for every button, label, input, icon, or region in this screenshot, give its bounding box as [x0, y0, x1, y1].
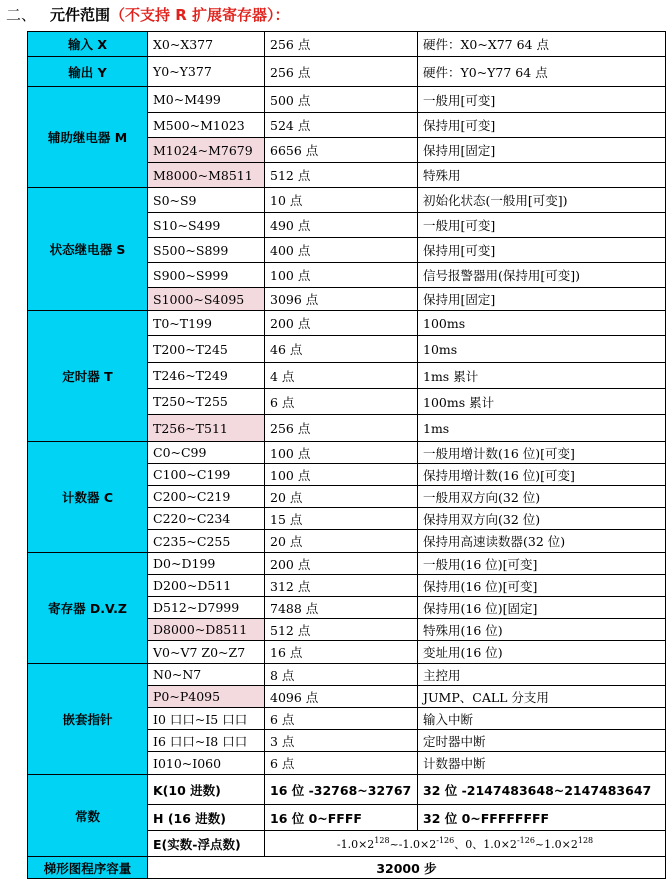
section-number: 二、 — [6, 6, 37, 24]
range-cell: D8000~D8511 — [148, 619, 265, 641]
float-range-part: 、0、1.0×2 — [454, 837, 517, 851]
count-cell: 46 点 — [265, 336, 418, 363]
table-row — [28, 87, 666, 113]
table-row — [28, 857, 666, 879]
desc-cell: 特殊用 — [418, 163, 666, 188]
desc-cell: 保持用双方向(32 位) — [418, 508, 666, 530]
range-cell: Y0~Y377 — [148, 57, 265, 87]
desc-cell: JUMP、CALL 分支用 — [418, 686, 666, 708]
desc-cell: 保持用[固定] — [418, 138, 666, 163]
range-cell: C235~C255 — [148, 530, 265, 553]
count-cell: 524 点 — [265, 113, 418, 138]
count-cell: 16 位 0~FFFF — [265, 805, 418, 831]
range-cell: C200~C219 — [148, 486, 265, 508]
float-range-exponent: -126 — [436, 835, 455, 845]
count-cell: 3 点 — [265, 730, 418, 752]
desc-cell: 保持用[固定] — [418, 288, 666, 311]
desc-cell: 保持用增计数(16 位)[可变] — [418, 464, 666, 486]
count-cell: 15 点 — [265, 508, 418, 530]
range-cell: I010~I060 — [148, 752, 265, 775]
desc-cell: 32 位 0~FFFFFFFF — [418, 805, 666, 831]
desc-cell: 特殊用(16 位) — [418, 619, 666, 641]
float-range-part: -1.0×2 — [336, 837, 375, 851]
count-cell: 16 位 -32768~32767 — [265, 775, 418, 805]
desc-cell: 定时器中断 — [418, 730, 666, 752]
range-cell: S0~S9 — [148, 188, 265, 213]
count-cell: 6 点 — [265, 752, 418, 775]
desc-cell: 变址用(16 位) — [418, 641, 666, 664]
count-cell: 4096 点 — [265, 686, 418, 708]
count-cell: 512 点 — [265, 619, 418, 641]
desc-cell: 保持用(16 位)[固定] — [418, 597, 666, 619]
category-cell: 梯形图程序容量 — [28, 857, 148, 879]
count-cell: 100 点 — [265, 464, 418, 486]
count-cell: 8 点 — [265, 664, 418, 686]
section-title-text: 元件范围 — [50, 6, 111, 24]
desc-cell: 10ms — [418, 336, 666, 363]
range-cell: D200~D511 — [148, 575, 265, 597]
category-cell: 嵌套指针 — [28, 664, 148, 775]
category-cell: 输出 Y — [28, 57, 148, 87]
count-cell: 200 点 — [265, 311, 418, 336]
table-row — [28, 311, 666, 336]
table-row — [28, 32, 666, 57]
desc-cell: 信号报警器用(保持用[可变]) — [418, 263, 666, 288]
count-cell: 4 点 — [265, 363, 418, 389]
count-cell: 20 点 — [265, 530, 418, 553]
count-cell: 256 点 — [265, 32, 418, 57]
range-cell: X0~X377 — [148, 32, 265, 57]
range-cell: C100~C199 — [148, 464, 265, 486]
count-cell: 6 点 — [265, 708, 418, 730]
desc-cell: 1ms 累计 — [418, 363, 666, 389]
desc-cell: 硬件：Y0~Y77 64 点 — [418, 57, 666, 87]
range-cell: S10~S499 — [148, 213, 265, 238]
range-cell: S1000~S4095 — [148, 288, 265, 311]
desc-cell: 一般用双方向(32 位) — [418, 486, 666, 508]
count-cell: 7488 点 — [265, 597, 418, 619]
desc-cell: 一般用增计数(16 位)[可变] — [418, 442, 666, 464]
desc-cell: 一般用[可变] — [418, 213, 666, 238]
float-range-part: ~1.0×2 — [534, 837, 578, 851]
section-title — [6, 4, 290, 26]
range-cell: D0~D199 — [148, 553, 265, 575]
category-cell: 辅助继电器 M — [28, 87, 148, 188]
range-cell: M500~M1023 — [148, 113, 265, 138]
count-cell: 20 点 — [265, 486, 418, 508]
desc-cell: 初始化状态(一般用[可变]) — [418, 188, 666, 213]
table-row — [28, 775, 666, 805]
range-cell: M0~M499 — [148, 87, 265, 113]
count-cell: 100 点 — [265, 263, 418, 288]
desc-cell: 输入中断 — [418, 708, 666, 730]
range-cell: I0 口口~I5 口口 — [148, 708, 265, 730]
program-capacity-cell: 32000 步 — [148, 857, 666, 879]
float-range-exponent: 128 — [577, 835, 594, 845]
desc-cell: 硬件：X0~X77 64 点 — [418, 32, 666, 57]
range-cell: V0~V7 Z0~Z7 — [148, 641, 265, 664]
range-cell: C220~C234 — [148, 508, 265, 530]
desc-cell: 保持用高速读数器(32 位) — [418, 530, 666, 553]
count-cell: 400 点 — [265, 238, 418, 263]
desc-cell: 32 位 -2147483648~2147483647 — [418, 775, 666, 805]
desc-cell: 保持用[可变] — [418, 238, 666, 263]
range-cell: N0~N7 — [148, 664, 265, 686]
float-range-exponent: -126 — [516, 835, 535, 845]
range-cell: S900~S999 — [148, 263, 265, 288]
range-cell: I6 口口~I8 口口 — [148, 730, 265, 752]
range-cell: M1024~M7679 — [148, 138, 265, 163]
count-cell: 200 点 — [265, 553, 418, 575]
count-cell: 6 点 — [265, 389, 418, 415]
category-cell: 寄存器 D.V.Z — [28, 553, 148, 664]
desc-cell: 1ms — [418, 415, 666, 442]
category-cell: 输入 X — [28, 32, 148, 57]
count-cell: 490 点 — [265, 213, 418, 238]
range-cell: S500~S899 — [148, 238, 265, 263]
range-cell: K(10 进数) — [148, 775, 265, 805]
count-cell: 3096 点 — [265, 288, 418, 311]
count-cell: 6656 点 — [265, 138, 418, 163]
desc-cell: 主控用 — [418, 664, 666, 686]
table-row — [28, 664, 666, 686]
desc-cell: 保持用[可变] — [418, 113, 666, 138]
range-cell: H (16 进数) — [148, 805, 265, 831]
count-cell: 100 点 — [265, 442, 418, 464]
count-cell: 312 点 — [265, 575, 418, 597]
range-cell: T200~T245 — [148, 336, 265, 363]
section-title-note: （不支持 R 扩展寄存器）： — [110, 6, 290, 24]
range-cell: T0~T199 — [148, 311, 265, 336]
range-cell: D512~D7999 — [148, 597, 265, 619]
range-cell: C0~C99 — [148, 442, 265, 464]
table-row — [28, 57, 666, 87]
desc-cell: 100ms — [418, 311, 666, 336]
category-cell: 计数器 C — [28, 442, 148, 553]
range-cell: M8000~M8511 — [148, 163, 265, 188]
category-cell: 定时器 T — [28, 311, 148, 442]
count-cell: 500 点 — [265, 87, 418, 113]
category-cell: 状态继电器 S — [28, 188, 148, 311]
count-cell: 16 点 — [265, 641, 418, 664]
desc-cell: 计数器中断 — [418, 752, 666, 775]
category-cell: 常数 — [28, 775, 148, 857]
range-cell: T246~T249 — [148, 363, 265, 389]
desc-cell: 100ms 累计 — [418, 389, 666, 415]
float-range-exponent: 128 — [374, 835, 390, 845]
desc-cell: 一般用[可变] — [418, 87, 666, 113]
range-cell: T256~T511 — [148, 415, 265, 442]
range-cell: P0~P4095 — [148, 686, 265, 708]
count-cell: 256 点 — [265, 415, 418, 442]
table-row — [28, 553, 666, 575]
float-range-part: ~-1.0×2 — [389, 837, 437, 851]
desc-cell: 一般用(16 位)[可变] — [418, 553, 666, 575]
float-range-cell — [265, 831, 666, 857]
desc-cell: 保持用(16 位)[可变] — [418, 575, 666, 597]
count-cell: 10 点 — [265, 188, 418, 213]
count-cell: 256 点 — [265, 57, 418, 87]
element-range-table — [27, 31, 666, 879]
range-cell: E(实数-浮点数) — [148, 831, 265, 857]
count-cell: 512 点 — [265, 163, 418, 188]
range-cell: T250~T255 — [148, 389, 265, 415]
table-row — [28, 188, 666, 213]
table-row — [28, 442, 666, 464]
